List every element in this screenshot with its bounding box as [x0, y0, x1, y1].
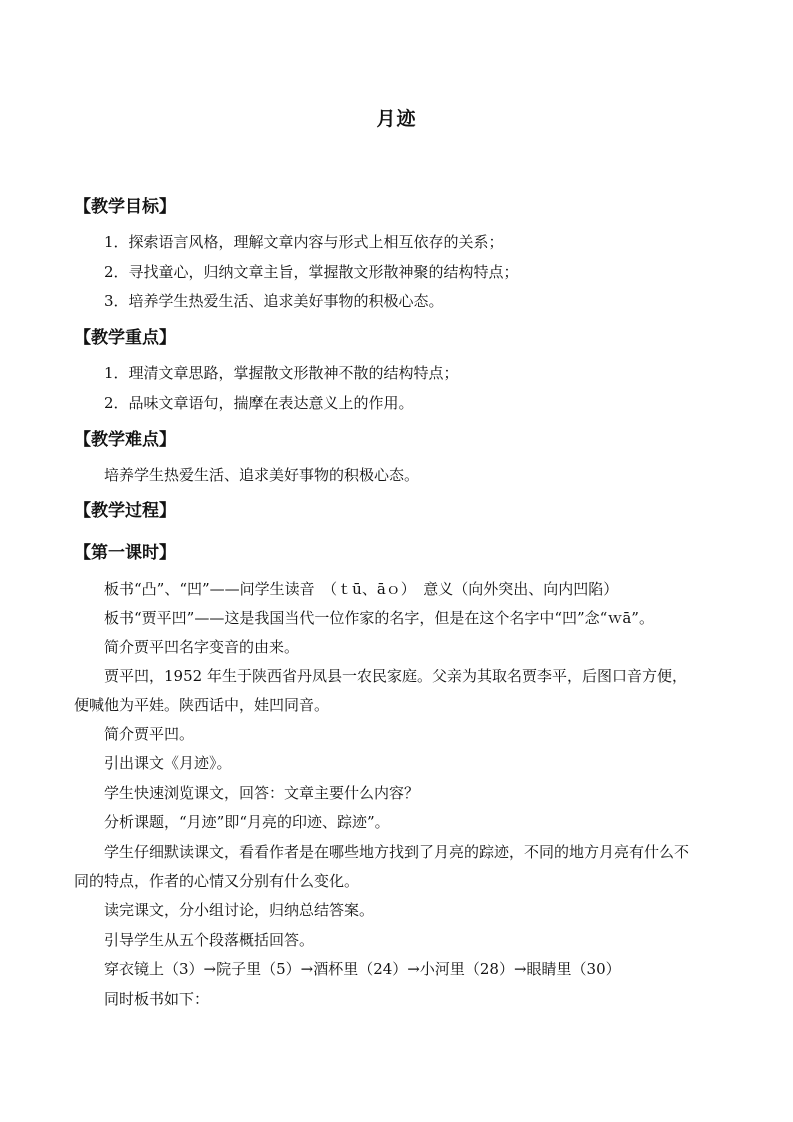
- focus-heading: 【教学重点】: [74, 328, 176, 348]
- focus-item: 1．理清文章思路，掌握散文形散神不散的结构特点；: [104, 364, 459, 382]
- lesson-line: 同的特点，作者的心情又分别有什么变化。: [74, 872, 360, 890]
- difficulty-text: 培养学生热爱生活、追求美好事物的积极心态。: [104, 466, 420, 484]
- lesson-line: 引导学生从五个段落概括回答。: [104, 931, 315, 949]
- difficulty-heading: 【教学难点】: [74, 430, 176, 450]
- goal-item: 3．培养学生热爱生活、追求美好事物的积极心态。: [104, 292, 444, 310]
- lesson-line: 分析课题，“月迹”即“月亮的印迹、踪迹”。: [104, 813, 390, 831]
- lesson-heading: 【第一课时】: [74, 543, 176, 563]
- lesson-line: 引出课文《月迹》。: [104, 754, 232, 772]
- lesson-line: 板书“贾平凹”——这是我国当代一位作家的名字，但是在这个名字中“凹”念“ｗā”。: [104, 609, 654, 627]
- lesson-line: 同时板书如下：: [104, 990, 210, 1008]
- page-title: 月迹: [376, 108, 417, 130]
- lesson-line: 穿衣镜上（3）→院子里（5）→酒杯里（24）→小河里（28）→眼睛里（30）: [104, 960, 621, 978]
- goal-item: 2．寻找童心，归纳文章主旨，掌握散文形散神聚的结构特点；: [104, 263, 519, 281]
- goals-heading: 【教学目标】: [74, 197, 176, 217]
- lesson-line: 读完课文，分小组讨论，归纳总结答案。: [104, 901, 375, 919]
- lesson-line: 便喊他为平娃。陕西话中，娃凹同音。: [74, 696, 330, 714]
- lesson-line: 学生仔细默读课文，看看作者是在哪些地方找到了月亮的踪迹，不同的地方月亮有什么不: [104, 843, 690, 861]
- process-heading: 【教学过程】: [74, 501, 176, 521]
- lesson-line: 简介贾平凹。: [104, 725, 195, 743]
- lesson-line: 简介贾平凹名字变音的由来。: [104, 638, 300, 656]
- goal-item: 1．探索语言风格，理解文章内容与形式上相互依存的关系；: [104, 233, 504, 251]
- focus-item: 2．品味文章语句，揣摩在表达意义上的作用。: [104, 394, 414, 412]
- lesson-line: 学生快速浏览课文，回答：文章主要什么内容？: [104, 784, 420, 802]
- lesson-line: 板书“凸”、“凹”——问学生读音 （ｔū、āｏ） 意义（向外突出、向内凹陷）: [104, 580, 619, 598]
- lesson-line: 贾平凹，1952 年生于陕西省丹凤县一农民家庭。父亲为其取名贾李平，后图口音方便，: [104, 667, 687, 685]
